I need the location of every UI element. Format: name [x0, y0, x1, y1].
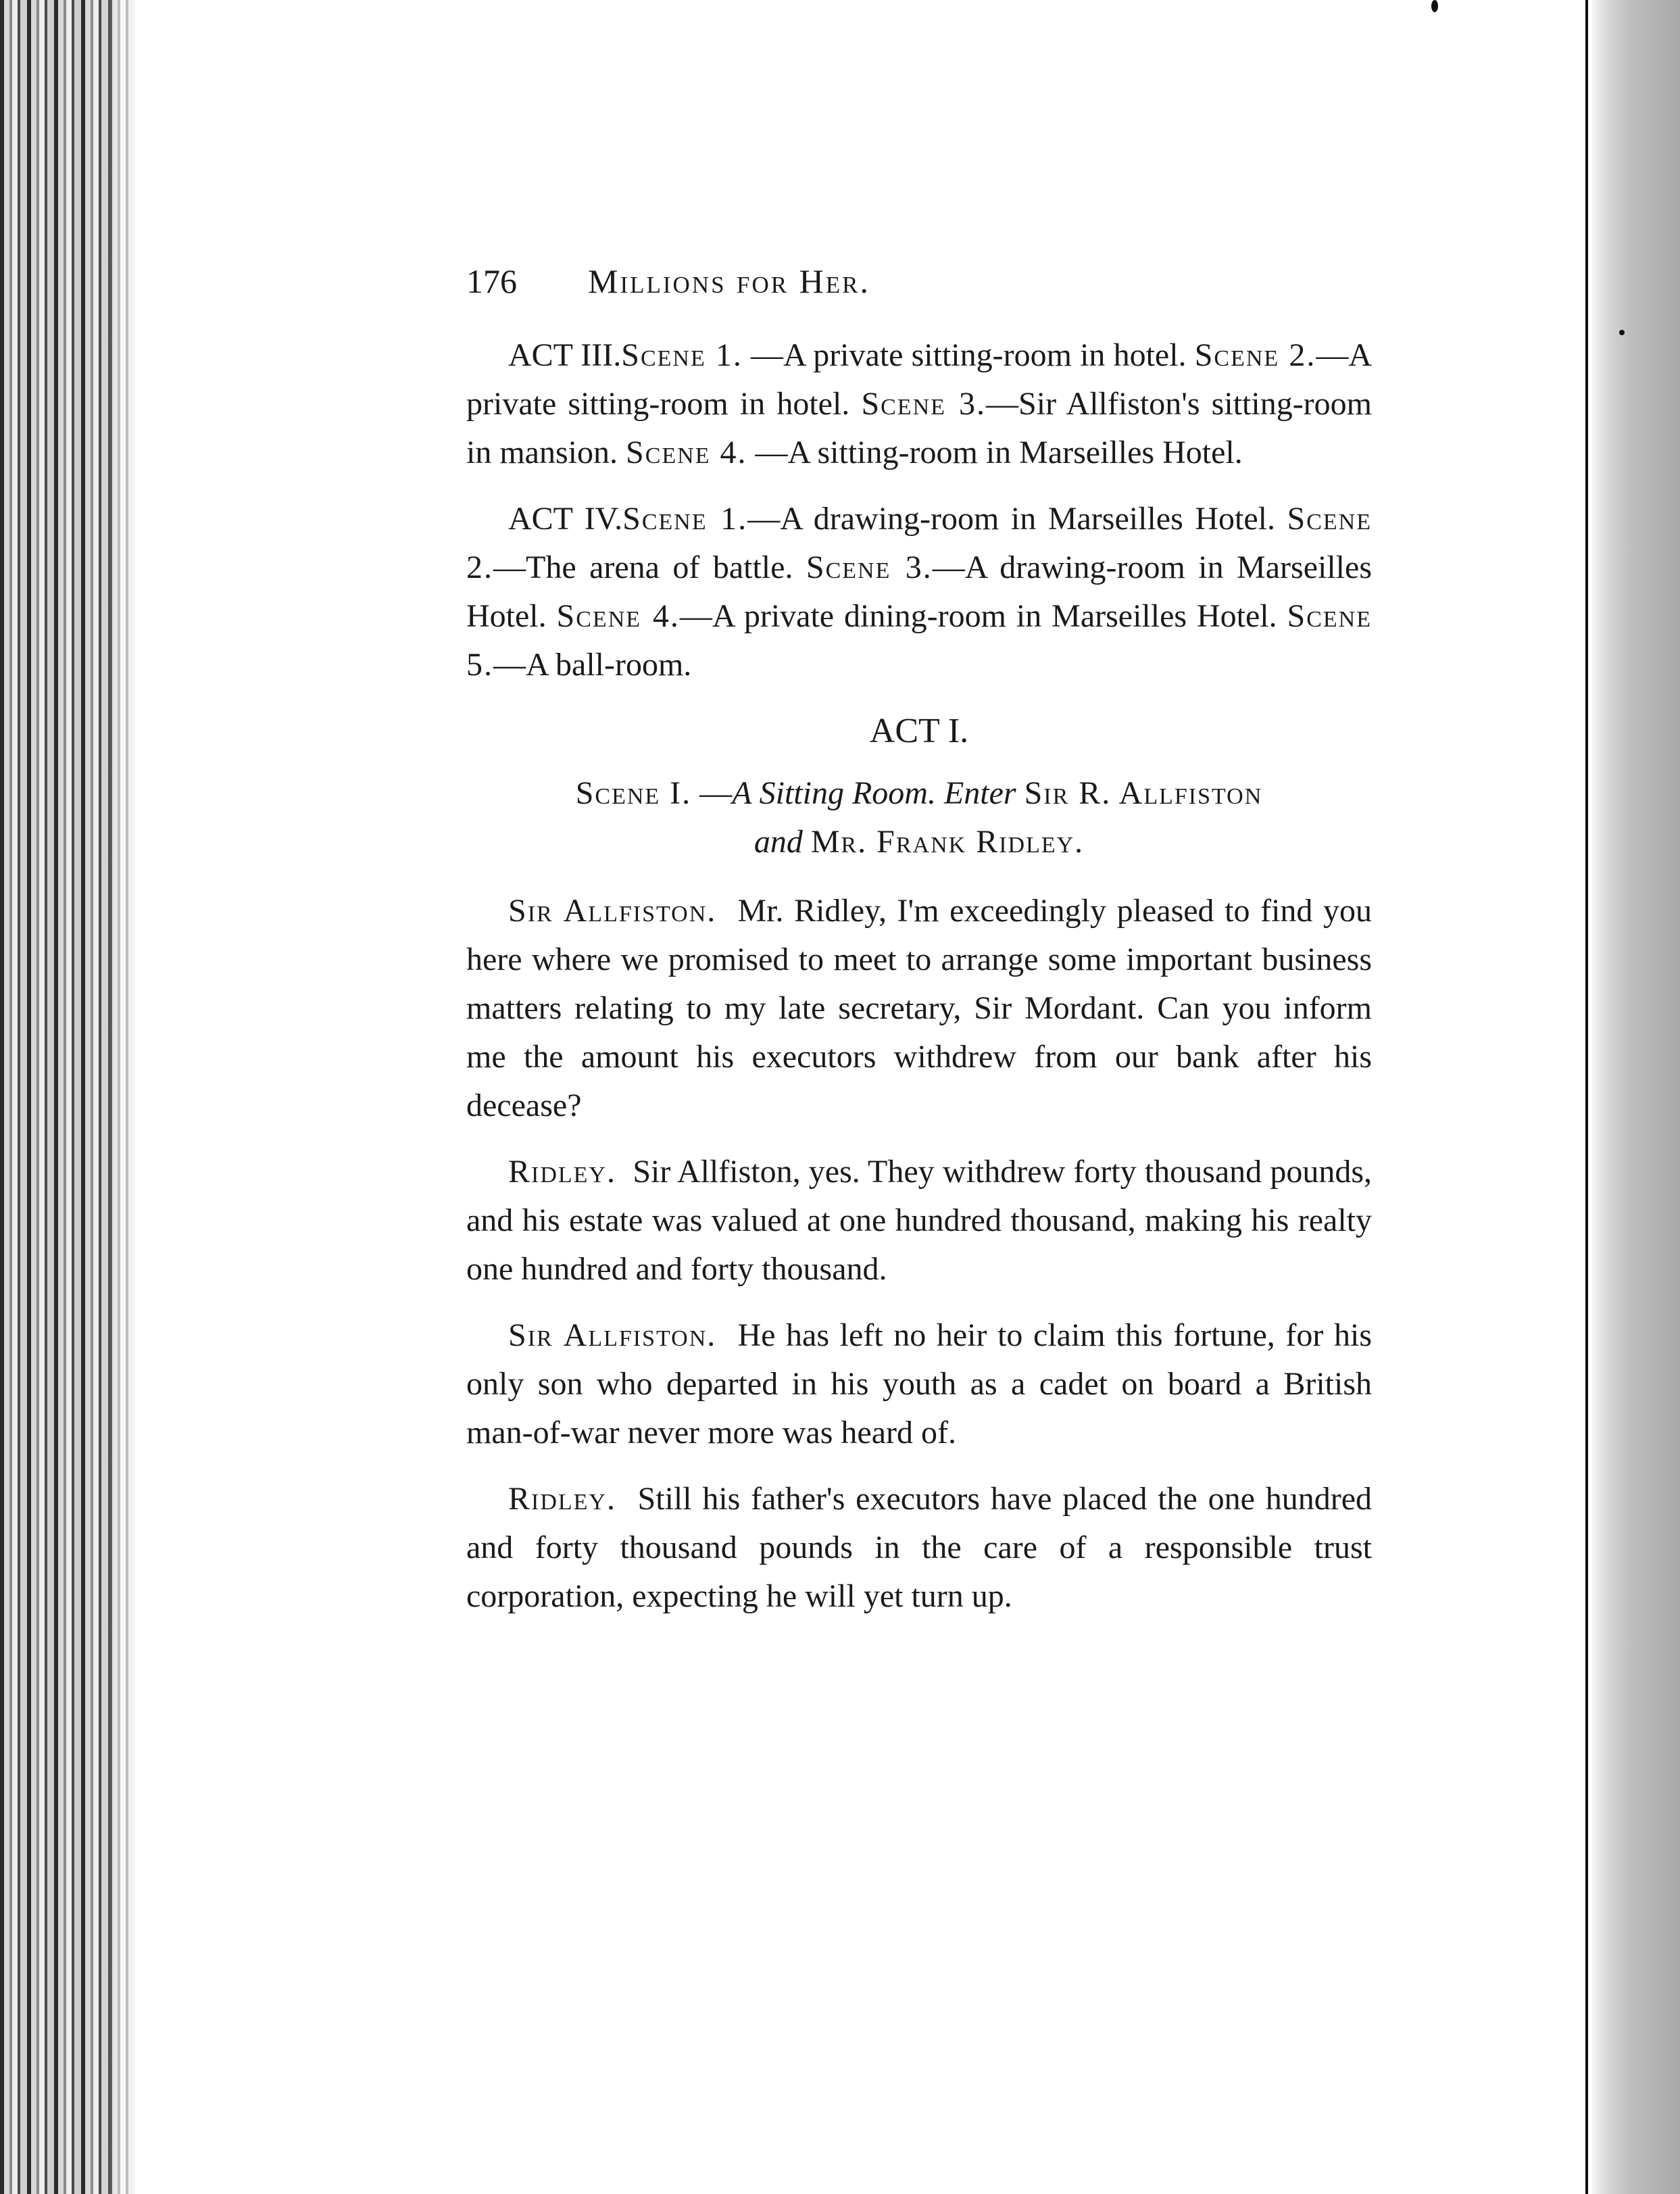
scene-text: —A private sitting-room in hotel.: [466, 337, 1373, 422]
character-one: Sir R. Allfiston: [1024, 775, 1263, 811]
scene-text: —A drawing-room in Marseilles Hotel.: [747, 501, 1287, 537]
scene-heading: [466, 769, 1372, 867]
scene-label: Scene 3.: [861, 386, 987, 422]
scene-text: —A private dining-room in Marseilles Hotel.: [679, 598, 1287, 634]
scene-label: Scene 2.: [466, 501, 1372, 585]
speaker-name: Ridley.: [508, 1154, 616, 1190]
scene-text: —The arena of battle.: [493, 550, 806, 585]
book-gutter-right: [1592, 0, 1680, 2194]
speaker-name: Sir Allfiston.: [508, 1317, 717, 1353]
act-three-scenes: [466, 331, 1372, 477]
stage-direction-enter: Enter: [943, 775, 1016, 811]
scene-text: —A sitting-room in Marseilles Hotel.: [747, 435, 1243, 470]
scene-label: Scene 5.: [466, 598, 1372, 683]
scene-place: A Sitting Room.: [732, 775, 936, 811]
scene-text: —Sir Allfiston's sitting-room in mansion.: [466, 386, 1373, 470]
ink-speck: [1431, 0, 1438, 12]
act-label: ACT IV.: [508, 501, 623, 537]
stage-direction-and: and: [753, 824, 803, 860]
character-two: Mr. Frank Ridley.: [810, 824, 1085, 860]
scene-text: —A ball-room.: [493, 647, 692, 683]
act-heading: ACT I.: [869, 712, 969, 750]
speaker-name: Sir Allfiston.: [508, 893, 717, 929]
dialogue-line: [466, 1148, 1372, 1294]
scene-text: —A private sitting-room in hotel.: [742, 337, 1195, 373]
page-number: 176: [466, 262, 517, 300]
scene-label: Scene 1.: [621, 337, 743, 373]
running-title: Millions for Her.: [588, 262, 870, 300]
scene-text: —A drawing-room in Marseilles Hotel.: [466, 550, 1373, 634]
scene-label: Scene 4.: [626, 435, 747, 470]
speech-text: Still his father's executors have placed the one hundred and forty thousand pounds in the care of a responsible trust corporation, expecting he will yet turn up.: [466, 1481, 1372, 1614]
dialogue-line: [466, 1475, 1372, 1621]
running-head: [466, 257, 1372, 311]
scene-dash: —: [691, 775, 733, 811]
ink-speck: [1619, 330, 1625, 335]
book-page: [466, 257, 1372, 1638]
speech-text: Mr. Ridley, I'm exceedingly pleased to find you here where we promised to meet to arrange some important business matters relating to my late secretary, Sir Mordant. Can you inform me the amount his executors withdrew from our bank after his decease?: [466, 893, 1373, 1123]
scene-label: Scene 2.: [1194, 337, 1316, 373]
act-four-scenes: [466, 495, 1372, 689]
scene-label: Scene 1.: [622, 501, 748, 537]
speech-text: Sir Allfiston, yes. They withdrew forty thousand pounds, and his estate was valued at one hundred thousand, making his realty one hundred and forty thousand.: [466, 1154, 1373, 1287]
speech-text: He has left no heir to claim this fortune, for his only son who departed in his youth as a cadet on board a British man-of-war never more was heard of.: [466, 1317, 1373, 1451]
scene-label: Scene 3.: [806, 550, 933, 585]
gutter-line: [1585, 0, 1588, 2194]
scene-label: Scene 4.: [556, 598, 680, 634]
dialogue-line: [466, 887, 1372, 1130]
speaker-name: Ridley.: [508, 1481, 616, 1517]
dialogue-line: [466, 1311, 1372, 1457]
book-edge-fade: [101, 0, 142, 2194]
act-label: ACT III.: [508, 337, 622, 373]
scene-number: Scene I.: [575, 775, 692, 811]
